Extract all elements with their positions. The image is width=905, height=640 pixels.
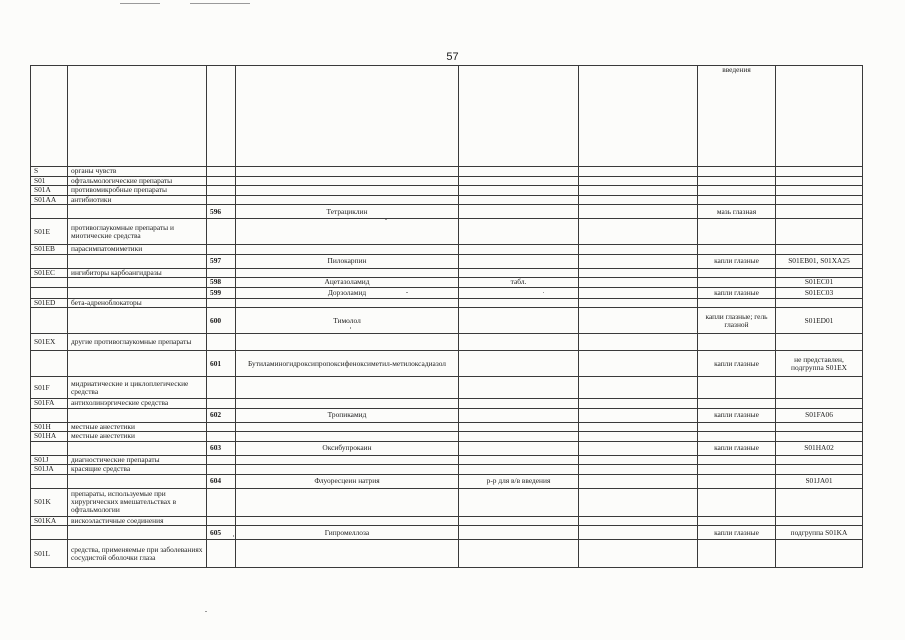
row-number-cell [207,298,236,308]
group-name-cell [68,474,207,488]
drug-row [31,408,863,422]
header-cell [579,66,698,167]
atc-subcode-cell [776,167,863,177]
atc-code-cell: S01K [31,488,68,516]
blank-cell [579,474,698,488]
administration-form-cell [698,422,776,432]
group-name-cell: противоглаукомные препараты и миотические средства [68,219,207,245]
blank-cell [579,186,698,196]
drug-name-cell: Гипромеллоза [236,526,459,540]
atc-code-cell [31,474,68,488]
group-name-cell: красящие средства [68,465,207,475]
atc-subcode-cell [776,432,863,442]
group-name-cell: антибиотики [68,195,207,205]
dosage-form-cell [459,334,579,351]
administration-form-cell [698,195,776,205]
drug-row [31,278,863,288]
drug-name-cell [236,334,459,351]
atc-subcode-cell [776,455,863,465]
scan-speck [233,535,234,537]
administration-form-cell [698,488,776,516]
drug-name-cell: Флуоресцеин натрия [236,474,459,488]
blank-cell [579,455,698,465]
scan-speck [385,219,387,220]
blank-cell [579,488,698,516]
dosage-form-cell [459,186,579,196]
atc-subcode-cell [776,488,863,516]
atc-code-cell: S01ED [31,298,68,308]
header-cell [459,66,579,167]
administration-form-cell [698,474,776,488]
administration-form-cell [698,219,776,245]
drug-name-cell: Тимолол [236,308,459,334]
atc-subcode-cell [776,176,863,186]
drug-name-cell [236,245,459,255]
atc-subcode-cell [776,186,863,196]
blank-cell [579,351,698,377]
dosage-form-cell [459,205,579,219]
atc-subcode-cell [776,399,863,409]
blank-cell [579,540,698,568]
administration-form-cell: капли глазные [698,287,776,298]
blank-cell [579,432,698,442]
header-cell [68,66,207,167]
atc-code-cell: S01EX [31,334,68,351]
blank-cell [579,377,698,399]
row-number-cell [207,377,236,399]
row-number-cell [207,334,236,351]
administration-form-cell: капли глазные [698,254,776,268]
atc-subcode-cell [776,465,863,475]
atc-code-cell: S01KA [31,516,68,526]
atc-subcode-cell [776,377,863,399]
drug-name-cell: Дорзоламид [236,287,459,298]
blank-cell [579,254,698,268]
group-name-cell [68,287,207,298]
row-number-cell [207,488,236,516]
group-name-cell: мидриатические и циклоплегические средства [68,377,207,399]
row-number-cell [207,195,236,205]
atc-code-cell: S01HA [31,432,68,442]
administration-form-cell [698,278,776,288]
blank-cell [579,441,698,455]
administration-form-cell [698,432,776,442]
drug-name-cell [236,377,459,399]
blank-cell [579,176,698,186]
dosage-form-cell [459,488,579,516]
atc-subcode-cell [776,245,863,255]
dosage-form-cell [459,455,579,465]
administration-form-cell: капли глазные [698,526,776,540]
dosage-form-cell [459,432,579,442]
dosage-form-cell [459,540,579,568]
top-edge-mark [120,3,160,4]
blank-cell [579,195,698,205]
dosage-form-cell [459,308,579,334]
row-number-cell: 602 [207,408,236,422]
blank-cell [579,516,698,526]
header-row [31,66,863,167]
administration-form-cell: капли глазные; гель глазной [698,308,776,334]
dosage-form-cell [459,351,579,377]
dosage-form-cell [459,176,579,186]
administration-form-cell [698,377,776,399]
row-number-cell: 601 [207,351,236,377]
group-name-cell: местные анестетики [68,422,207,432]
atc-code-cell: S01J [31,455,68,465]
group-name-cell: средства, применяемые при заболеваниях сосудистой оболочки глаза [68,540,207,568]
scan-speck [350,327,351,329]
dosage-form-cell: р-р для в/в введения [459,474,579,488]
row-number-cell [207,245,236,255]
drug-row [31,254,863,268]
atc-subcode-cell [776,205,863,219]
group-name-cell: местные анестетики [68,432,207,442]
row-number-cell [207,465,236,475]
atc-subcode-cell [776,298,863,308]
dosage-form-cell [459,254,579,268]
atc-code-cell: S01AA [31,195,68,205]
scan-speck [406,292,408,293]
atc-subcode-cell: S01EC01 [776,278,863,288]
dosage-form-cell [459,441,579,455]
dosage-form-cell [459,195,579,205]
row-number-cell [207,186,236,196]
drug-name-cell [236,399,459,409]
group-name-cell: другие противоглаукомные препараты [68,334,207,351]
group-row [31,422,863,432]
atc-subcode-cell [776,540,863,568]
drug-row [31,308,863,334]
row-number-cell [207,176,236,186]
atc-code-cell [31,526,68,540]
administration-form-cell [698,455,776,465]
drug-row [31,205,863,219]
dosage-form-cell [459,167,579,177]
blank-cell [579,245,698,255]
atc-code-cell [31,408,68,422]
row-number-cell [207,516,236,526]
atc-code-cell: S01A [31,186,68,196]
administration-form-cell [698,540,776,568]
dosage-form-cell [459,287,579,298]
drug-name-cell: Бутиламиногидроксипропоксифеноксиметил-метилоксадиазол [236,351,459,377]
blank-cell [579,465,698,475]
group-name-cell: бета-адреноблокаторы [68,298,207,308]
row-number-cell: 600 [207,308,236,334]
atc-subcode-cell: S01HA02 [776,441,863,455]
drug-row [31,526,863,540]
administration-form-cell [698,334,776,351]
group-row [31,399,863,409]
row-number-cell: 599 [207,287,236,298]
dosage-form-cell [459,377,579,399]
drug-name-cell [236,516,459,526]
drug-name-cell [236,167,459,177]
row-number-cell [207,268,236,278]
blank-cell [579,422,698,432]
dosage-form-cell [459,268,579,278]
atc-subcode-cell [776,334,863,351]
dosage-form-cell [459,465,579,475]
row-number-cell [207,455,236,465]
drug-row [31,351,863,377]
dosage-form-cell [459,245,579,255]
page-number: 57 [446,51,459,63]
atc-subcode-cell [776,422,863,432]
atc-code-cell: S01E [31,219,68,245]
header-cell-administration: введения [698,66,776,167]
administration-form-cell: мазь глазная [698,205,776,219]
drug-name-cell: Тропикамид [236,408,459,422]
row-number-cell: 596 [207,205,236,219]
drug-name-cell [236,488,459,516]
header-cell [236,66,459,167]
administration-form-cell [698,298,776,308]
drug-name-cell [236,540,459,568]
atc-code-cell [31,351,68,377]
blank-cell [579,526,698,540]
administration-form-cell [698,399,776,409]
scan-speck [205,611,207,612]
administration-form-cell [698,176,776,186]
group-name-cell: противомикробные препараты [68,186,207,196]
atc-code-cell: S01EB [31,245,68,255]
group-name-cell: парасимпатомиметики [68,245,207,255]
atc-subcode-cell [776,268,863,278]
scan-speck [543,292,544,293]
group-name-cell [68,441,207,455]
top-edge-mark [190,3,250,4]
atc-code-cell: S01 [31,176,68,186]
drug-row [31,287,863,298]
blank-cell [579,408,698,422]
row-number-cell: 605 [207,526,236,540]
drug-name-cell [236,186,459,196]
atc-subcode-cell: S01EB01, S01XA25 [776,254,863,268]
blank-cell [579,219,698,245]
blank-cell [579,308,698,334]
atc-subcode-cell [776,219,863,245]
drug-name-cell [236,455,459,465]
atc-code-cell [31,278,68,288]
administration-form-cell [698,516,776,526]
group-row [31,432,863,442]
administration-form-cell [698,465,776,475]
atc-code-cell: S01L [31,540,68,568]
administration-form-cell [698,186,776,196]
group-name-cell: офтальмологические препараты [68,176,207,186]
administration-form-cell [698,245,776,255]
drug-row [31,474,863,488]
dosage-form-cell: табл. [459,278,579,288]
group-name-cell: органы чувств [68,167,207,177]
blank-cell [579,298,698,308]
blank-cell [579,287,698,298]
atc-subcode-cell: S01EC03 [776,287,863,298]
group-row [31,455,863,465]
administration-form-cell: капли глазные [698,441,776,455]
atc-subcode-cell: S01ED01 [776,308,863,334]
blank-cell [579,334,698,351]
drug-name-cell [236,219,459,245]
group-row [31,298,863,308]
atc-subcode-cell: не представлен, подгруппа S01EX [776,351,863,377]
group-name-cell [68,351,207,377]
atc-code-cell: S01F [31,377,68,399]
drug-name-cell: Оксибупрокаин [236,441,459,455]
administration-form-cell: капли глазные [698,408,776,422]
group-name-cell [68,408,207,422]
atc-code-cell [31,205,68,219]
group-row [31,488,863,516]
atc-code-cell [31,287,68,298]
atc-code-cell: S01H [31,422,68,432]
drug-row [31,441,863,455]
drug-name-cell [236,195,459,205]
drug-name-cell [236,432,459,442]
drug-name-cell [236,465,459,475]
group-name-cell [68,526,207,540]
administration-form-cell: капли глазные [698,351,776,377]
group-row [31,245,863,255]
blank-cell [579,278,698,288]
group-name-cell: диагностические препараты [68,455,207,465]
row-number-cell [207,219,236,245]
row-number-cell [207,540,236,568]
atc-subcode-cell: S01JA01 [776,474,863,488]
atc-code-cell [31,254,68,268]
atc-code-cell: S01EC [31,268,68,278]
atc-subcode-cell: S01FA06 [776,408,863,422]
group-name-cell: препараты, используемые при хирургических вмешательствах в офтальмологии [68,488,207,516]
dosage-form-cell [459,516,579,526]
row-number-cell: 603 [207,441,236,455]
drug-name-cell: Тетрациклин [236,205,459,219]
group-name-cell [68,308,207,334]
atc-code-cell: S01FA [31,399,68,409]
row-number-cell [207,432,236,442]
blank-cell [579,268,698,278]
blank-cell [579,167,698,177]
drug-name-cell [236,422,459,432]
dosage-form-cell [459,298,579,308]
atc-code-cell [31,308,68,334]
drug-name-cell [236,268,459,278]
group-row [31,186,863,196]
blank-cell [579,205,698,219]
drug-name-cell: Ацетазоламид [236,278,459,288]
group-row [31,516,863,526]
group-name-cell [68,205,207,219]
atc-code-cell: S [31,167,68,177]
header-cell [31,66,68,167]
drug-name-cell: Пилокарпин [236,254,459,268]
group-row [31,195,863,205]
atc-subcode-cell: подгруппа S01KA [776,526,863,540]
group-row [31,167,863,177]
group-row [31,334,863,351]
atc-code-cell: S01JA [31,465,68,475]
dosage-form-cell [459,219,579,245]
group-row [31,176,863,186]
group-row [31,268,863,278]
atc-subcode-cell [776,195,863,205]
atc-subcode-cell [776,516,863,526]
row-number-cell [207,399,236,409]
header-cell [776,66,863,167]
dosage-form-cell [459,399,579,409]
group-name-cell: вискоэластичные соединения [68,516,207,526]
group-row [31,377,863,399]
dosage-form-cell [459,526,579,540]
drug-name-cell [236,298,459,308]
row-number-cell: 598 [207,278,236,288]
dosage-form-cell [459,422,579,432]
administration-form-cell [698,268,776,278]
row-number-cell: 604 [207,474,236,488]
group-name-cell [68,278,207,288]
header-cell [207,66,236,167]
row-number-cell [207,167,236,177]
group-name-cell [68,254,207,268]
group-row [31,219,863,245]
group-row [31,465,863,475]
blank-cell [579,399,698,409]
administration-form-cell [698,167,776,177]
drug-list-table [30,65,863,568]
row-number-cell [207,422,236,432]
group-row [31,540,863,568]
atc-code-cell [31,441,68,455]
row-number-cell: 597 [207,254,236,268]
drug-name-cell [236,176,459,186]
group-name-cell: ингибиторы карбоангидразы [68,268,207,278]
dosage-form-cell [459,408,579,422]
group-name-cell: антихолинэргические средства [68,399,207,409]
